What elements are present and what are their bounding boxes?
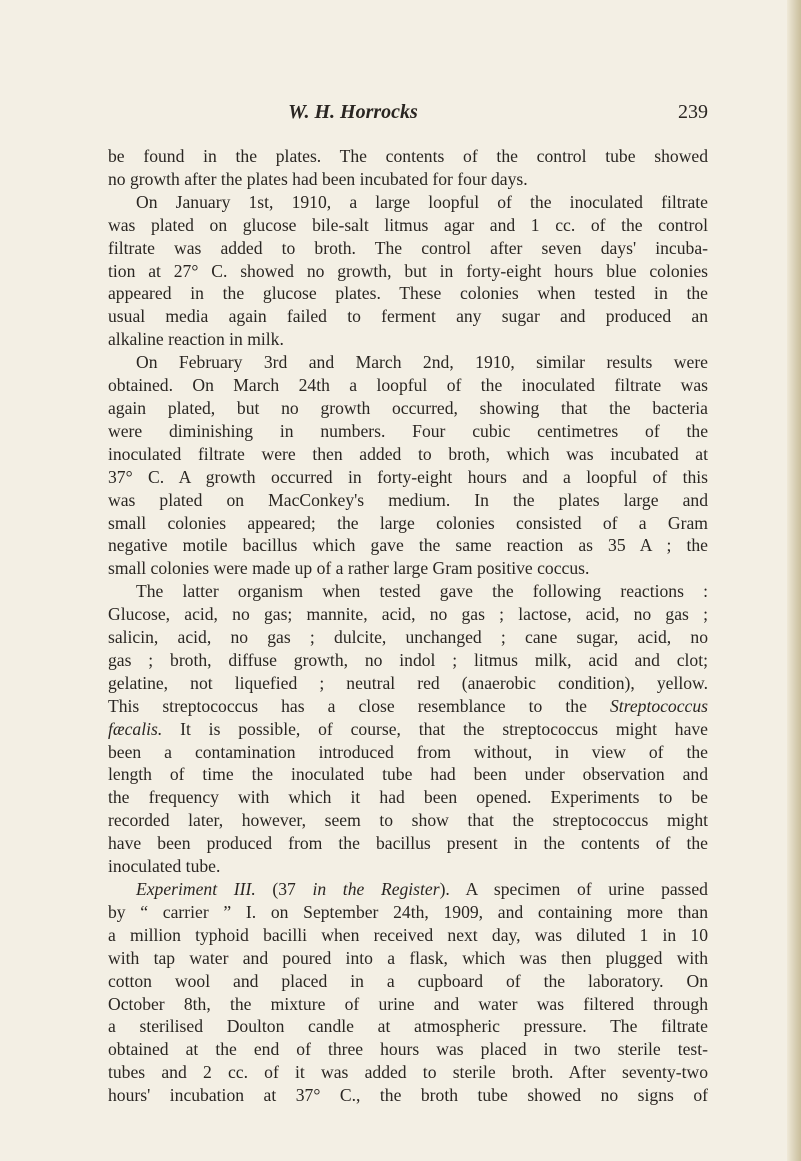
- line-text: be found in the plates. The contents of the control tube showed: [108, 146, 708, 166]
- text-line: [108, 832, 708, 855]
- page-edge: [787, 0, 801, 1161]
- line-text: (37: [255, 879, 313, 899]
- text-line: [108, 786, 708, 809]
- text-line: [108, 809, 708, 832]
- running-head: W. H. Horrocks: [288, 101, 418, 123]
- line-text: gelatine, not liquefied ; neutral red (anaerobic condition), yellow.: [108, 672, 708, 693]
- line-text: hours' incubation at 37° C., the broth tube showed no signs of: [108, 1085, 708, 1106]
- line-text: length of time the inoculated tube had been under observation and: [108, 764, 708, 785]
- text-line: [108, 603, 708, 626]
- line-text: by “ carrier ” I. on September 24th, 1909, and containing more than: [108, 901, 708, 922]
- line-text: small colonies were made up of a rather large Gram positive coccus.: [108, 558, 590, 579]
- line-text: small colonies appeared; the large colonies consisted of a Gram: [108, 512, 708, 533]
- line-text: a sterilised Doulton candle at atmospheric pressure. The filtrate: [108, 1016, 708, 1037]
- line-text: gas ; broth, diffuse growth, no indol ; litmus milk, acid and clot;: [108, 649, 708, 670]
- line-text: a million typhoid bacilli when received next day, was diluted 1 in 10: [108, 924, 708, 945]
- text-line: [108, 626, 708, 649]
- italic-text: Streptococcus: [609, 695, 708, 716]
- text-line: [108, 901, 708, 924]
- line-text: alkaline reaction in milk.: [108, 329, 284, 350]
- text-line: [108, 649, 708, 672]
- line-text: was plated on MacConkey's medium. In the plates large and: [108, 489, 708, 510]
- line-text: obtained at the end of three hours was placed in two sterile test-: [108, 1039, 708, 1060]
- text-line: [108, 695, 708, 718]
- line-text: with tap water and poured into a flask, which was then plugged with: [108, 947, 708, 968]
- line-text: no growth after the plates had been incubated for four days.: [108, 168, 528, 189]
- text-line: [108, 305, 708, 328]
- line-text: October 8th, the mixture of urine and water was filtered through: [108, 993, 708, 1014]
- line-text: Glucose, acid, no gas; mannite, acid, no gas ; lactose, acid, no gas ;: [108, 604, 708, 625]
- text-line: [108, 214, 708, 237]
- line-text: On February 3rd and March 2nd, 1910, similar results were: [136, 352, 708, 373]
- text-line: [108, 947, 708, 970]
- line-text: the frequency with which it had been opened. Experiments to be: [108, 787, 708, 808]
- text-line: [108, 420, 708, 443]
- line-text: ). A specimen of urine passed: [439, 879, 708, 899]
- line-text: recorded later, however, seem to show that the streptococcus might: [108, 810, 708, 831]
- text-line: [108, 718, 708, 741]
- line-text: tion at 27° C. showed no growth, but in forty-eight hours blue colonies: [108, 260, 708, 281]
- line-text: On January 1st, 1910, a large loopful of the inoculated filtrate: [136, 191, 708, 212]
- line-text: filtrate was added to broth. The control after seven days' incuba-: [108, 237, 708, 258]
- text-line: [108, 1084, 708, 1107]
- text-line: [108, 145, 708, 168]
- text-line: [108, 260, 708, 283]
- line-text: The latter organism when tested gave the following reactions :: [136, 581, 708, 602]
- line-text: inoculated tube.: [108, 856, 221, 877]
- line-text: salicin, acid, no gas ; dulcite, unchanged ; cane sugar, acid, no: [108, 627, 708, 648]
- italic-text: Experiment III.: [136, 879, 256, 899]
- text-line: [108, 924, 708, 947]
- line-text: again plated, but no growth occurred, showing that the bacteria: [108, 397, 708, 418]
- text-line: [108, 878, 708, 901]
- body-text: [108, 145, 708, 1107]
- text-line: [108, 443, 708, 466]
- text-line: [108, 328, 708, 351]
- line-text: usual media again failed to ferment any sugar and produced an: [108, 306, 708, 327]
- text-line: [108, 763, 708, 786]
- text-line: [108, 1061, 708, 1084]
- line-text: 37° C. A growth occurred in forty-eight hours and a loopful of this: [108, 466, 708, 487]
- line-text: been a contamination introduced from without, in view of the: [108, 741, 708, 762]
- line-text: cotton wool and placed in a cupboard of the laboratory. On: [108, 970, 708, 991]
- line-text: tubes and 2 cc. of it was added to sterile broth. After seventy-two: [108, 1062, 708, 1083]
- line-text: This streptococcus has a close resemblance to the: [108, 695, 610, 716]
- text-line: [108, 397, 708, 420]
- italic-text: in the Register: [312, 879, 440, 899]
- text-line: [108, 993, 708, 1016]
- text-line: [108, 534, 708, 557]
- text-line: [108, 282, 708, 305]
- text-line: [108, 557, 708, 580]
- text-line: [108, 466, 708, 489]
- line-text: appeared in the glucose plates. These colonies when tested in the: [108, 283, 708, 304]
- text-line: [108, 1015, 708, 1038]
- line-text: It is possible, of course, that the streptococcus might have: [162, 718, 708, 739]
- line-text: was plated on glucose bile-salt litmus agar and 1 cc. of the control: [108, 214, 708, 235]
- line-text: obtained. On March 24th a loopful of the inoculated filtrate was: [108, 375, 708, 396]
- page-number: 239: [678, 101, 708, 123]
- line-text: have been produced from the bacillus present in the contents of the: [108, 833, 708, 854]
- text-line: [108, 580, 708, 603]
- italic-text: fæcalis.: [108, 718, 163, 739]
- line-text: inoculated filtrate were then added to broth, which was incubated at: [108, 443, 708, 464]
- text-line: [108, 512, 708, 535]
- line-text: negative motile bacillus which gave the same reaction as 35 A ; the: [108, 535, 708, 556]
- text-line: [108, 374, 708, 397]
- text-line: [108, 191, 708, 214]
- text-line: [108, 970, 708, 993]
- text-line: [108, 1038, 708, 1061]
- text-line: [108, 168, 708, 191]
- text-line: [108, 855, 708, 878]
- text-line: [108, 351, 708, 374]
- text-line: [108, 489, 708, 512]
- text-line: [108, 237, 708, 260]
- text-line: [108, 672, 708, 695]
- text-line: [108, 741, 708, 764]
- line-text: were diminishing in numbers. Four cubic centimetres of the: [108, 420, 708, 441]
